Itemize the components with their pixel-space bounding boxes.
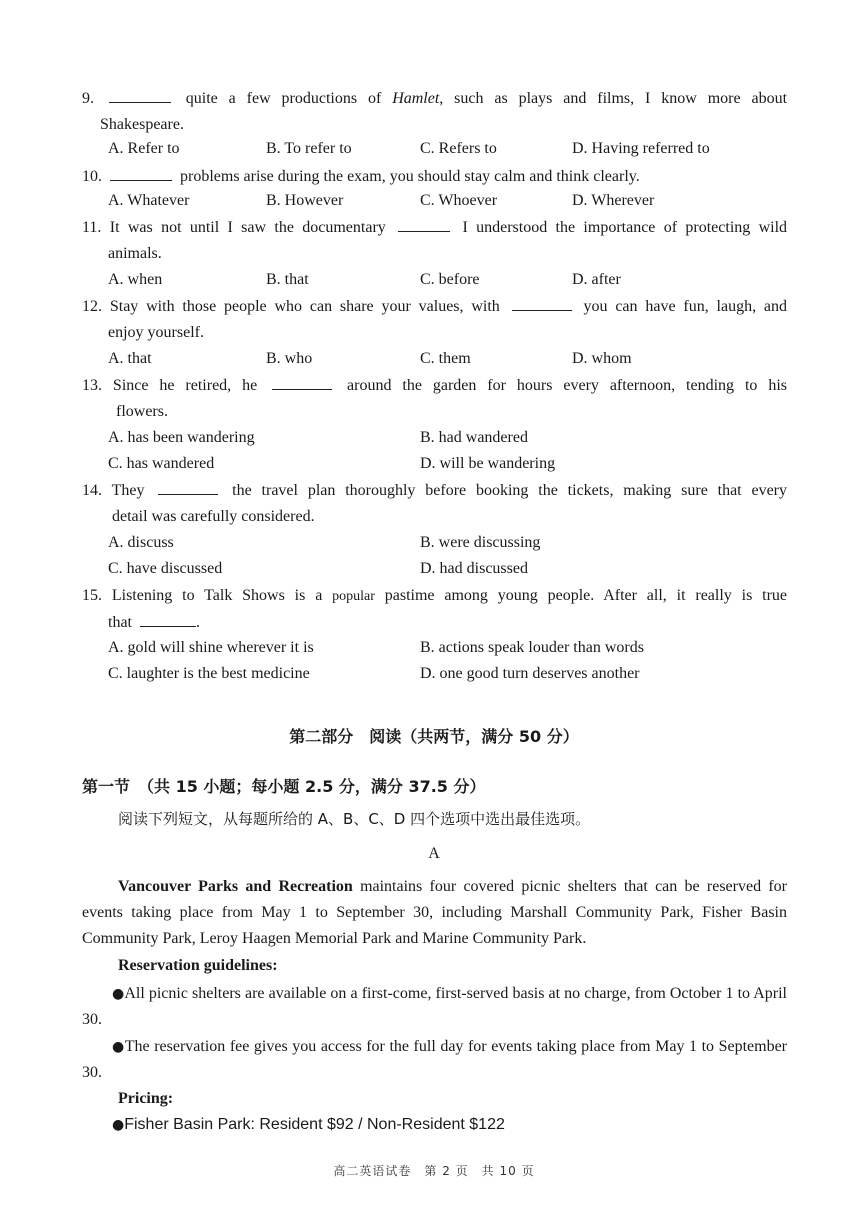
question-continuation: animals.: [108, 245, 162, 262]
option-c: C. before: [420, 271, 480, 288]
option-b: B. had wandered: [420, 429, 528, 446]
question-text: Since he retired, he: [112, 377, 258, 394]
option-d: D. had discussed: [420, 560, 528, 577]
option-c: C. them: [420, 350, 471, 367]
question-9: [82, 86, 787, 138]
options-9: [108, 136, 788, 162]
question-text: It was not until I saw the documentary: [109, 219, 386, 236]
options-15b: [108, 661, 788, 687]
question-12: [82, 294, 787, 346]
question-number: 13.: [82, 377, 102, 394]
passage-label: A: [428, 845, 440, 862]
question-text: Listening to Talk Shows is a: [111, 587, 323, 604]
question-number: 10.: [82, 168, 102, 185]
question-11: [82, 215, 787, 267]
question-15: [82, 583, 787, 636]
question-13: [82, 373, 787, 425]
answer-blank: [512, 296, 572, 311]
option-c: C. have discussed: [108, 560, 223, 577]
bullet-icon: ●: [112, 986, 125, 1002]
option-d: D. one good turn deserves another: [420, 665, 640, 682]
option-b: B. that: [266, 271, 309, 288]
option-a: A. has been wandering: [108, 429, 255, 446]
question-continuation: detail was carefully considered.: [112, 508, 315, 525]
answer-blank: [109, 88, 171, 103]
option-a: A. discuss: [108, 534, 174, 551]
question-text: around the garden for hours every afternoon, tending to his: [347, 377, 787, 394]
question-italic-title: Hamlet: [392, 90, 440, 107]
question-continuation: enjoy yourself.: [108, 324, 204, 341]
question-text-small: popular: [332, 589, 375, 604]
question-number: 11.: [82, 219, 102, 236]
option-d: D. whom: [572, 350, 632, 367]
options-14b: [108, 556, 788, 582]
question-number: 14.: [82, 482, 102, 499]
option-b: B. actions speak louder than words: [420, 639, 644, 656]
option-b: B. However: [266, 192, 344, 209]
option-d: D. after: [572, 271, 621, 288]
option-d: D. Having referred to: [572, 140, 710, 157]
question-text: the travel plan thoroughly before booking the tickets, making sure that every: [232, 482, 788, 499]
option-d: D. will be wandering: [420, 455, 556, 472]
option-c: C. Refers to: [420, 140, 497, 157]
option-d: D. Wherever: [572, 192, 655, 209]
organization-name: Vancouver Parks and Recreation: [118, 878, 353, 895]
question-period: .: [196, 614, 200, 631]
option-c: C. laughter is the best medicine: [108, 665, 310, 682]
passage-intro: [82, 874, 787, 952]
bullet-icon: ●: [112, 1117, 125, 1133]
question-number: 12.: [82, 298, 102, 315]
options-12: [108, 346, 788, 372]
price-text: Fisher Basin Park: Resident $92 / Non-Resident $122: [124, 1116, 505, 1133]
answer-blank: [398, 217, 450, 232]
question-continuation: flowers.: [116, 403, 168, 420]
pricing-heading: Pricing:: [118, 1090, 174, 1107]
subsection-title: 第一节 （共 15 小题；每小题 2.5 分，满分 37.5 分）: [82, 777, 486, 796]
question-text: , such as plays and films, I know more about: [439, 90, 788, 107]
option-a: A. Refer to: [108, 140, 180, 157]
price-line-1: [112, 1112, 712, 1138]
question-text: I understood the importance of protecting wild: [462, 219, 788, 236]
guideline-bullet-1: [82, 981, 787, 1033]
question-text: pastime among young people. After all, it really is true: [384, 587, 788, 604]
page-footer: 高二英语试卷 第 2 页 共 10 页: [333, 1164, 535, 1178]
instruction-text: 阅读下列短文，从每题所给的 A、B、C、D 四个选项中选出最佳选项。: [118, 810, 591, 828]
option-a: A. when: [108, 271, 163, 288]
options-13a: [108, 425, 788, 451]
question-text: problems arise during the exam, you should stay calm and think clearly.: [180, 168, 640, 185]
answer-blank: [272, 375, 332, 390]
answer-blank: [158, 480, 218, 495]
question-text: They: [111, 482, 145, 499]
question-number: 9.: [82, 90, 94, 107]
option-a: A. gold will shine wherever it is: [108, 639, 314, 656]
question-number: 15.: [82, 587, 102, 604]
option-a: A. Whatever: [108, 192, 190, 209]
section-title: 第二部分 阅读（共两节，满分 50 分）: [289, 727, 579, 746]
options-11: [108, 267, 788, 293]
guidelines-heading: Reservation guidelines:: [118, 957, 278, 974]
question-text: Stay with those people who can share your values, with: [109, 298, 500, 315]
question-text: quite a few productions of: [185, 90, 393, 107]
question-continuation: Shakespeare.: [100, 116, 184, 133]
intro-text: maintains four covered picnic shelters that can be reserved for events taking place from May 1 to September 30, including Marshall Community Park, Fisher Basin Community Park, Leroy Haagen Memorial Park and Marine Community Park.: [82, 878, 787, 947]
answer-blank: [110, 166, 172, 181]
option-b: B. To refer to: [266, 140, 352, 157]
question-continuation: that: [108, 614, 132, 631]
answer-blank: [140, 612, 196, 627]
option-a: A. that: [108, 350, 152, 367]
options-10: [108, 188, 788, 214]
option-b: B. were discussing: [420, 534, 541, 551]
option-c: C. Whoever: [420, 192, 498, 209]
options-13b: [108, 451, 788, 477]
guideline-bullet-2: [82, 1034, 787, 1086]
bullet-icon: ●: [112, 1039, 125, 1055]
option-c: C. has wandered: [108, 455, 215, 472]
question-10: [82, 164, 787, 190]
question-text: you can have fun, laugh, and: [583, 298, 788, 315]
options-14a: [108, 530, 788, 556]
options-15a: [108, 635, 788, 661]
bullet-text: All picnic shelters are available on a first-come, first-served basis at no charge, from October 1 to April 30.: [82, 985, 788, 1028]
bullet-text: The reservation fee gives you access for the full day for events taking place from May 1 to September 30.: [82, 1038, 787, 1081]
option-b: B. who: [266, 350, 313, 367]
question-14: [82, 478, 787, 530]
